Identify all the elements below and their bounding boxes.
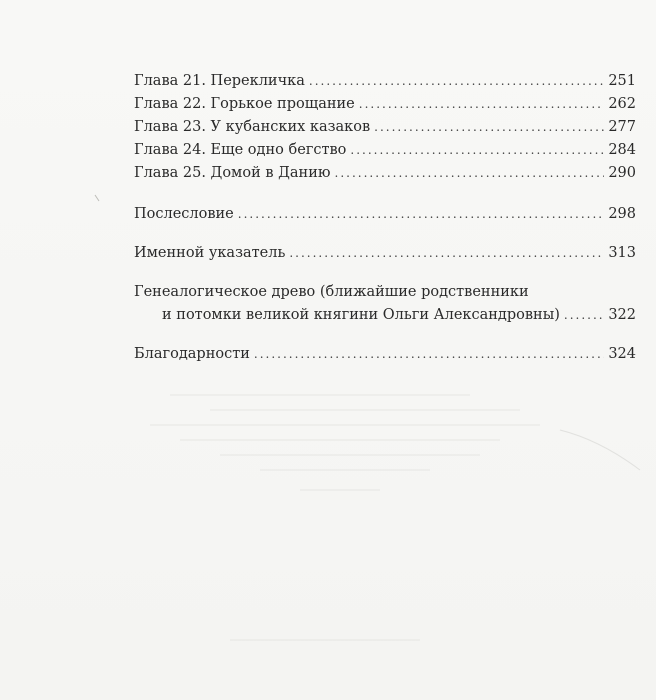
dot-leader [254, 343, 604, 366]
dot-leader [374, 116, 604, 139]
toc-entry-chapter-21[interactable] [134, 70, 636, 93]
toc-entry-title: Глава 25. Домой в Данию [134, 165, 331, 181]
toc-entry-page: 298 [608, 206, 636, 222]
toc-entry-title: Благодарности [134, 346, 250, 362]
dot-leader [564, 304, 604, 327]
toc-entry-title: Глава 22. Горькое прощание [134, 96, 355, 112]
toc-entry-chapter-22[interactable] [134, 93, 636, 116]
toc-entry-page: 277 [608, 119, 636, 135]
dot-leader [238, 203, 605, 226]
toc-entry-chapter-24[interactable] [134, 139, 636, 162]
dot-leader [335, 162, 605, 185]
dot-leader [289, 242, 604, 265]
toc-entry-title-line1: Генеалогическое древо (ближайшие родственники [134, 284, 529, 300]
dot-leader [350, 139, 604, 162]
spacer [134, 265, 636, 281]
spacer [134, 226, 636, 242]
toc-entry-title: Именной указатель [134, 245, 286, 261]
toc-entry-page: 284 [608, 142, 636, 158]
toc-entry-page: 324 [608, 346, 636, 362]
toc-entry-page: 251 [608, 73, 636, 89]
dot-leader [359, 93, 605, 116]
toc-entry-page: 290 [608, 165, 636, 181]
toc-entry-title: Глава 21. Перекличка [134, 73, 305, 89]
toc-entry-title: Послесловие [134, 206, 234, 222]
toc-entry-chapter-23[interactable] [134, 116, 636, 139]
table-of-contents [134, 70, 636, 366]
toc-entry-title-line2: и потомки великой княгини Ольги Александровны) [162, 307, 560, 323]
spacer [134, 327, 636, 343]
toc-entry-title: Глава 24. Еще одно бегство [134, 142, 347, 158]
toc-entry-page: 313 [608, 245, 636, 261]
toc-entry-name-index[interactable] [134, 242, 636, 265]
toc-entry-page: 322 [608, 307, 636, 323]
dot-leader [309, 70, 604, 93]
toc-entry-page: 262 [608, 96, 636, 112]
toc-entry-family-tree[interactable] [134, 281, 636, 327]
toc-entry-acknowledgments[interactable] [134, 343, 636, 366]
toc-entry-afterword[interactable] [134, 203, 636, 226]
toc-entry-title: Глава 23. У кубанских казаков [134, 119, 371, 135]
toc-entry-chapter-25[interactable] [134, 162, 636, 185]
spacer [134, 185, 636, 203]
